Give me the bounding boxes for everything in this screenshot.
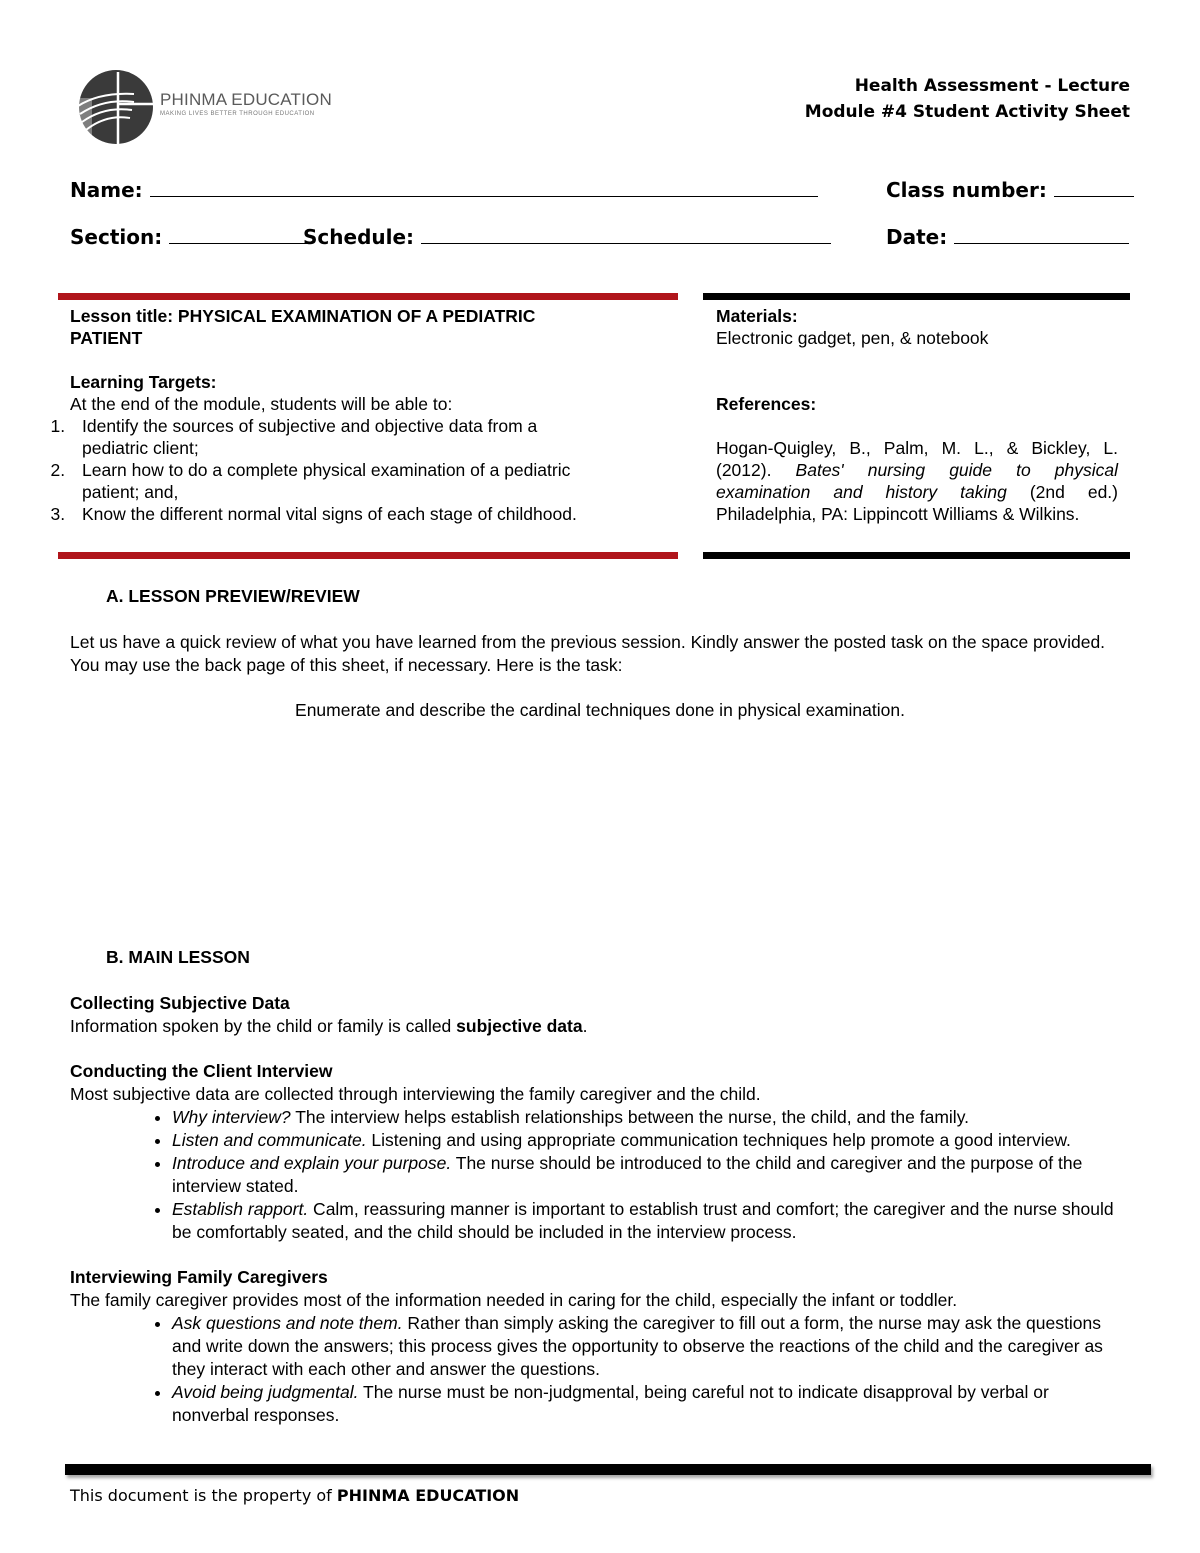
references-label: References: xyxy=(716,394,817,414)
materials-box xyxy=(716,305,1118,525)
phinma-logo xyxy=(74,68,344,146)
main-lesson-heading: B. MAIN LESSON xyxy=(106,947,250,967)
caregivers-heading: Interviewing Family Caregivers xyxy=(70,1267,328,1287)
caregivers-intro: The family caregiver provides most of the information needed in caring for the child, especially the infant or toddler. xyxy=(70,1290,958,1310)
bullet-lead: Introduce and explain your purpose. xyxy=(172,1153,452,1173)
lesson-title: Lesson title: PHYSICAL EXAMINATION OF A PEDIATRIC PATIENT xyxy=(70,306,536,348)
footer-owner: PHINMA EDUCATION xyxy=(336,1486,520,1505)
bullet-text: Calm, reassuring manner is important to establish trust and comfort; the caregiver and the nurse should be comfortably seated, and the child should be included in the interview process. xyxy=(172,1199,1114,1242)
main-lesson-body xyxy=(70,992,1130,1427)
bullet-text: The interview helps establish relationships between the nurse, the child, and the family. xyxy=(290,1107,970,1127)
lesson-bottom-bar xyxy=(58,552,678,559)
bullet-lead: Establish rapport. xyxy=(172,1199,309,1219)
reference-publisher: (2nd ed.) Philadelphia, PA: Lippincott Williams & Wilkins. xyxy=(716,482,1118,524)
bullet-lead: Why interview? xyxy=(172,1107,291,1127)
name-field[interactable] xyxy=(70,178,818,202)
lesson-box xyxy=(70,305,670,525)
preview-task: Enumerate and describe the cardinal techniques done in physical examination. xyxy=(295,700,905,720)
materials-bottom-bar xyxy=(703,552,1130,559)
footer-bar xyxy=(65,1464,1151,1475)
phinma-emblem-icon xyxy=(74,68,154,146)
logo-name: PHINMA EDUCATION xyxy=(160,90,332,109)
learning-target-2: 2. Learn how to do a complete physical examination of a pediatric patient; and, xyxy=(70,459,600,503)
interview-bullet-1 xyxy=(172,1106,1130,1129)
interview-bullet-2 xyxy=(172,1129,1130,1152)
name-label: Name: xyxy=(70,178,143,202)
section-field[interactable] xyxy=(70,225,309,249)
materials-label: Materials: xyxy=(716,306,798,326)
interview-bullets xyxy=(70,1106,1130,1244)
course-header xyxy=(805,73,1130,125)
name-line[interactable] xyxy=(150,178,818,197)
bullet-text: The nurse must be non-judgmental, being careful not to indicate disapproval by verbal or nonverbal responses. xyxy=(172,1382,1049,1425)
date-line[interactable] xyxy=(954,225,1129,244)
sheet-title: Module #4 Student Activity Sheet xyxy=(804,102,1130,122)
learning-targets-intro: At the end of the module, students will be able to: xyxy=(70,394,453,414)
caregivers-bullets xyxy=(70,1312,1130,1427)
footer xyxy=(70,1486,519,1505)
subjective-text-a: Information spoken by the child or family is called xyxy=(70,1016,457,1036)
section-line[interactable] xyxy=(169,225,309,244)
interview-bullet-4 xyxy=(172,1198,1130,1244)
schedule-field[interactable] xyxy=(303,225,831,249)
subjective-text xyxy=(70,1015,1130,1038)
interview-intro: Most subjective data are collected through interviewing the family caregiver and the child. xyxy=(70,1084,761,1104)
preview-intro: Let us have a quick review of what you have learned from the previous session. Kindly answer the posted task on the space provided. You may use the back page of this sheet, if necessary. Here is the task: xyxy=(70,632,1106,675)
course-title: Health Assessment - Lecture xyxy=(854,76,1130,96)
caregivers-bullet-2 xyxy=(172,1381,1130,1427)
subjective-term: subjective data xyxy=(456,1016,583,1036)
date-label: Date: xyxy=(886,225,948,249)
bullet-lead: Ask questions and note them. xyxy=(172,1313,403,1333)
subjective-text-c: . xyxy=(582,1016,588,1036)
interview-heading: Conducting the Client Interview xyxy=(70,1061,333,1081)
logo-tagline: MAKING LIVES BETTER THROUGH EDUCATION xyxy=(160,111,315,117)
schedule-label: Schedule: xyxy=(303,225,415,249)
reference-entry xyxy=(716,437,1118,525)
learning-target-1: 1. Identify the sources of subjective and objective data from a pediatric client; xyxy=(70,415,600,459)
bullet-text: Rather than simply asking the caregiver to fill out a form, the nurse may ask the questions and write down the answers; this process gives the opportunity to observe the reactions of the child and the caregiver as they interact with each other and answer the questions. xyxy=(172,1313,1103,1379)
lesson-top-bar xyxy=(58,293,678,300)
bullet-text: The nurse should be introduced to the child and caregiver and the purpose of the interview stated. xyxy=(172,1153,1083,1196)
reference-authors: Hogan-Quigley, B., Palm, M. L., & Bickley, L. (2012). xyxy=(716,438,1118,480)
preview-heading: A. LESSON PREVIEW/REVIEW xyxy=(106,586,360,606)
date-field[interactable] xyxy=(886,225,1129,249)
section-label: Section: xyxy=(70,225,163,249)
materials-top-bar xyxy=(703,293,1130,300)
bullet-lead: Avoid being judgmental. xyxy=(172,1382,359,1402)
footer-text: This document is the property of xyxy=(70,1486,337,1505)
subjective-heading: Collecting Subjective Data xyxy=(70,993,290,1013)
class-number-label: Class number: xyxy=(886,178,1047,202)
reference-title: Bates' nursing guide to physical examination and history taking xyxy=(716,460,1118,502)
learning-targets-list xyxy=(0,415,600,525)
bullet-lead: Listen and communicate. xyxy=(172,1130,367,1150)
schedule-line[interactable] xyxy=(421,225,831,244)
learning-target-3: 3. Know the different normal vital signs of each stage of childhood. xyxy=(70,503,600,525)
materials-text: Electronic gadget, pen, & notebook xyxy=(716,328,989,348)
caregivers-bullet-1 xyxy=(172,1312,1130,1381)
class-number-line[interactable] xyxy=(1054,178,1134,197)
learning-targets-label: Learning Targets: xyxy=(70,372,217,392)
bullet-text: Listening and using appropriate communication techniques help promote a good interview. xyxy=(366,1130,1071,1150)
class-number-field[interactable] xyxy=(886,178,1134,202)
interview-bullet-3 xyxy=(172,1152,1130,1198)
